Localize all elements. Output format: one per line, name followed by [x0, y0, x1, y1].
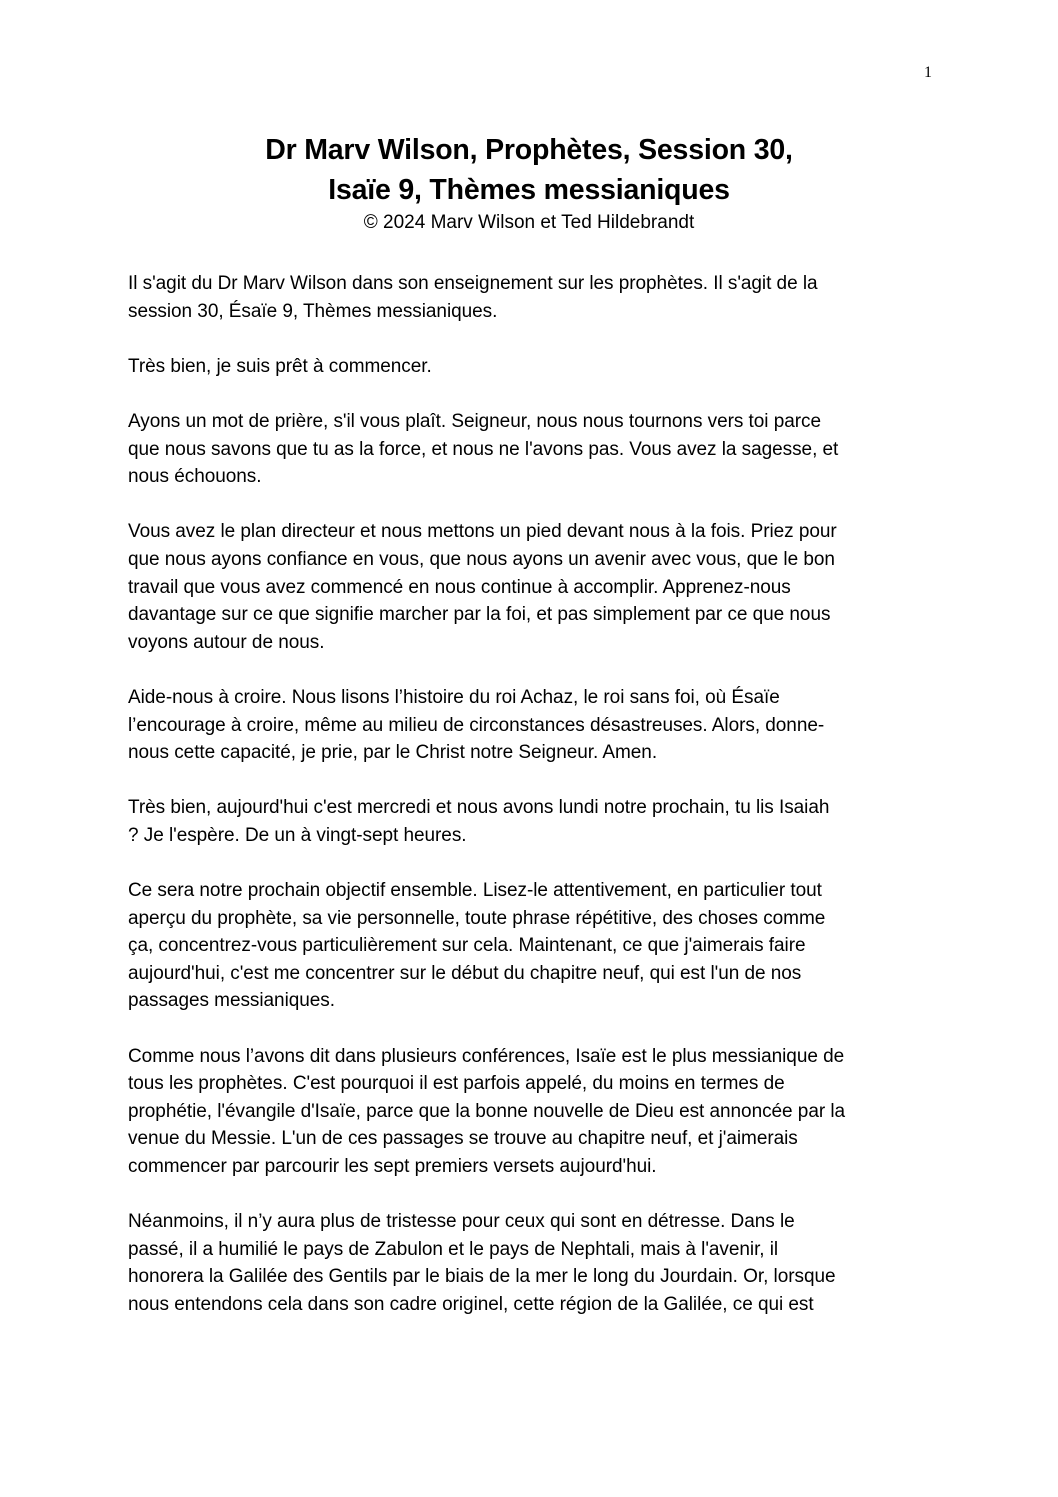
paragraph-line: passé, il a humilié le pays de Zabulon et le pays de Nephtali, mais à l'avenir, il — [128, 1238, 779, 1260]
paragraph — [128, 518, 930, 656]
paragraph-line: nous cette capacité, je prie, par le Christ notre Seigneur. Amen. — [128, 742, 658, 764]
paragraph-line: Très bien, aujourd'hui c'est mercredi et nous avons lundi notre prochain, tu lis Isaiah — [128, 797, 830, 819]
paragraph-line: l’encourage à croire, même au milieu de circonstances désastreuses. Alors, donne- — [128, 714, 825, 736]
document-title-line-2: Isaïe 9, Thèmes messianiques — [328, 174, 730, 206]
paragraph-line: aujourd'hui, c'est me concentrer sur le début du chapitre neuf, qui est l'un de nos — [128, 962, 802, 984]
paragraph-line: Aide-nous à croire. Nous lisons l’histoire du roi Achaz, le roi sans foi, où Ésaïe — [128, 686, 780, 708]
copyright-notice: © 2024 Marv Wilson et Ted Hildebrandt — [363, 212, 695, 233]
paragraph-line: venue du Messie. L'un de ces passages se trouve au chapitre neuf, et j'aimerais — [128, 1128, 798, 1150]
paragraph-line: Ce sera notre prochain objectif ensemble. Lisez-le attentivement, en particulier tout — [128, 880, 822, 902]
paragraph-line: davantage sur ce que signifie marcher par la foi, et pas simplement par ce que nous — [128, 604, 831, 626]
paragraph-line: voyons autour de nous. — [128, 631, 325, 653]
paragraph-line: travail que vous avez commencé en nous continue à accomplir. Apprenez-nous — [128, 576, 791, 598]
document-body — [128, 270, 930, 1346]
paragraph-line: Très bien, je suis prêt à commencer. — [128, 355, 432, 377]
paragraph — [128, 1208, 930, 1318]
paragraph-line: ? Je l'espère. De un à vingt-sept heures. — [128, 824, 467, 846]
paragraph — [128, 408, 930, 491]
paragraph-line: honorera la Galilée des Gentils par le biais de la mer le long du Jourdain. Or, lorsque — [128, 1266, 836, 1288]
paragraph-line: prophétie, l'évangile d'Isaïe, parce que la bonne nouvelle de Dieu est annoncée par la — [128, 1100, 846, 1122]
paragraph — [128, 353, 930, 381]
paragraph-line: nous entendons cela dans son cadre originel, cette région de la Galilée, ce qui est — [128, 1293, 814, 1315]
paragraph — [128, 1043, 930, 1181]
paragraph — [128, 794, 930, 849]
paragraph-line: Il s'agit du Dr Marv Wilson dans son enseignement sur les prophètes. Il s'agit de la — [128, 273, 818, 294]
paragraph-line: Vous avez le plan directeur et nous mettons un pied devant nous à la fois. Priez pour — [128, 521, 837, 543]
paragraph-line: Néanmoins, il n’y aura plus de tristesse pour ceux qui sont en détresse. Dans le — [128, 1211, 795, 1233]
paragraph-line: tous les prophètes. C'est pourquoi il est parfois appelé, du moins en termes de — [128, 1073, 785, 1095]
paragraph-line: Comme nous l’avons dit dans plusieurs conférences, Isaïe est le plus messianique de — [128, 1045, 845, 1067]
document-title-line-1: Dr Marv Wilson, Prophètes, Session 30, — [265, 134, 793, 166]
paragraph-line: nous échouons. — [128, 466, 262, 488]
paragraph-line: session 30, Ésaïe 9, Thèmes messianiques. — [128, 300, 498, 322]
paragraph — [128, 270, 930, 325]
paragraph-line: commencer par parcourir les sept premiers versets aujourd'hui. — [128, 1156, 657, 1177]
paragraph — [128, 877, 930, 1015]
paragraph-line: passages messianiques. — [128, 990, 335, 1012]
paragraph-line: que nous savons que tu as la force, et nous ne l'avons pas. Vous avez la sagesse, et — [128, 438, 839, 460]
paragraph-line: Ayons un mot de prière, s'il vous plaît. Seigneur, nous nous tournons vers toi parce — [128, 410, 821, 432]
paragraph-line: ça, concentrez-vous particulièrement sur cela. Maintenant, ce que j'aimerais faire — [128, 935, 806, 957]
paragraph — [128, 684, 930, 767]
page-number: 1 — [924, 64, 932, 81]
paragraph-line: que nous ayons confiance en vous, que nous ayons un avenir avec vous, que le bon — [128, 548, 835, 570]
document-header — [128, 130, 930, 236]
paragraph-line: aperçu du prophète, sa vie personnelle, toute phrase répétitive, des choses comme — [128, 907, 826, 929]
